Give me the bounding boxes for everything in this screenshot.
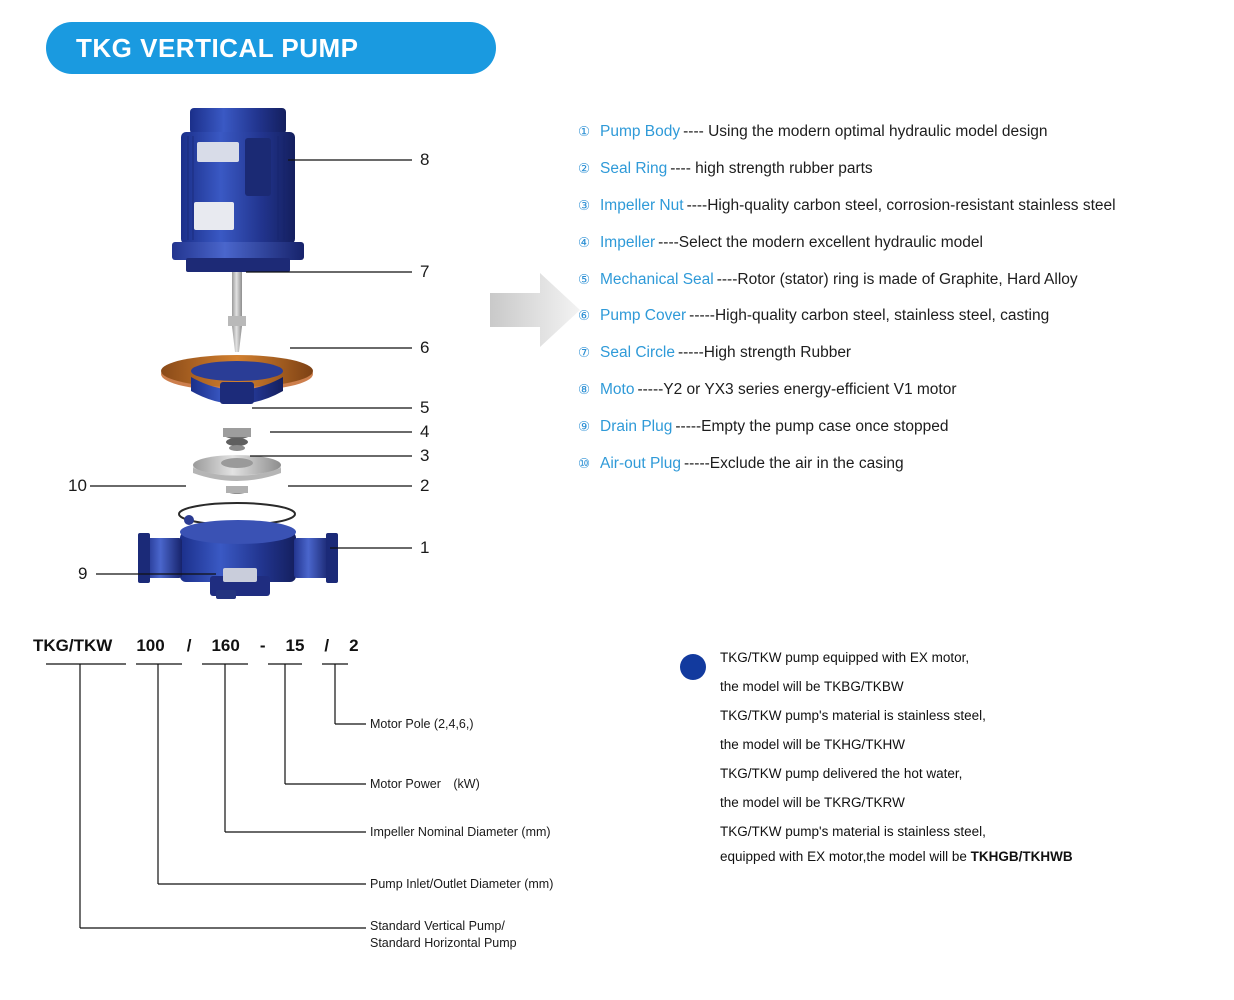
pump-exploded-diagram bbox=[60, 90, 480, 600]
legend-term-1: Pump Body bbox=[600, 123, 681, 140]
shaft-part bbox=[228, 272, 246, 352]
note-line-6: the model will be TKRG/TKRW bbox=[720, 795, 905, 810]
callout-10: 10 bbox=[68, 476, 87, 495]
callout-6: 6 bbox=[420, 338, 430, 357]
code-segment-impeller: 160 bbox=[211, 636, 240, 655]
legend-term-4: Impeller bbox=[600, 233, 656, 251]
note-line-8-text: equipped with EX motor,the model will be bbox=[720, 849, 971, 864]
legend-desc-2: ---- high strength rubber parts bbox=[670, 159, 873, 177]
code-segment-inlet: 100 bbox=[136, 636, 165, 655]
legend-item bbox=[578, 233, 1228, 252]
legend-term-2: Seal Ring bbox=[600, 159, 668, 177]
callout-2: 2 bbox=[420, 476, 430, 495]
legend-number-3: ③ bbox=[578, 197, 591, 213]
legend-number-1: ① bbox=[578, 124, 591, 139]
legend-number-10: ⑩ bbox=[578, 455, 591, 471]
legend-item bbox=[578, 196, 1228, 215]
legend-number-8: ⑧ bbox=[578, 382, 591, 398]
legend-term-7: Seal Circle bbox=[600, 344, 675, 362]
legend-desc-9: -----Empty the pump case once stopped bbox=[675, 418, 949, 435]
note-line-4: the model will be TKHG/TKHW bbox=[720, 737, 906, 752]
legend-number-5: ⑤ bbox=[578, 271, 591, 287]
mechanical-seal-part bbox=[223, 428, 251, 451]
legend-desc-4: ----Select the modern excellent hydraulic model bbox=[658, 233, 983, 251]
note-line-5: TKG/TKW pump delivered the hot water, bbox=[720, 766, 963, 781]
legend-number-9: ⑨ bbox=[578, 419, 591, 434]
callout-3: 3 bbox=[420, 446, 430, 465]
legend-number-4: ④ bbox=[578, 234, 591, 250]
pump-body-part bbox=[138, 515, 338, 599]
model-variant-notes bbox=[680, 650, 1210, 878]
impeller-part bbox=[193, 455, 281, 481]
note-line-8-bold: TKHGB/TKHWB bbox=[970, 849, 1073, 864]
legend-number-6: ⑥ bbox=[578, 308, 591, 324]
callout-8: 8 bbox=[420, 150, 430, 169]
legend-term-6: Pump Cover bbox=[600, 307, 687, 325]
callout-7: 7 bbox=[420, 262, 430, 281]
legend-term-3: Impeller Nut bbox=[600, 196, 684, 214]
legend-term-8: Moto bbox=[600, 381, 635, 399]
legend-item bbox=[578, 122, 1228, 141]
legend-number-2: ② bbox=[578, 160, 591, 176]
note-line-7: TKG/TKW pump's material is stainless steel, bbox=[720, 824, 986, 839]
legend-term-5: Mechanical Seal bbox=[600, 270, 714, 288]
note-line-3: TKG/TKW pump's material is stainless steel, bbox=[720, 708, 986, 723]
model-label-standard-vertical-pump: Standard Vertical Pump/ bbox=[370, 919, 505, 933]
code-separator-dash: - bbox=[259, 636, 266, 655]
legend-desc-8: -----Y2 or YX3 series energy-efficient V1 motor bbox=[637, 381, 957, 399]
pump-illustration-svg bbox=[60, 90, 480, 600]
legend-item bbox=[578, 306, 1228, 325]
legend-item bbox=[578, 454, 1228, 473]
legend-number-7: ⑦ bbox=[578, 345, 591, 361]
arrow-right-icon bbox=[490, 265, 580, 355]
model-label-impeller-diameter: Impeller Nominal Diameter (mm) bbox=[370, 825, 551, 839]
legend-item bbox=[578, 380, 1228, 399]
legend-desc-6: -----High-quality carbon steel, stainless steel, casting bbox=[689, 307, 1050, 325]
code-segment-series: TKG/TKW bbox=[33, 636, 113, 655]
page-title: TKG VERTICAL PUMP bbox=[76, 32, 359, 63]
legend-item bbox=[578, 270, 1228, 289]
model-code-breakdown bbox=[30, 636, 630, 976]
notes-lines bbox=[720, 650, 1210, 864]
legend-desc-10: -----Exclude the air in the casing bbox=[683, 454, 904, 472]
legend-item bbox=[578, 417, 1228, 436]
callout-4: 4 bbox=[420, 422, 430, 441]
note-line-2: the model will be TKBG/TKBW bbox=[720, 679, 904, 694]
code-separator-slash-2: / bbox=[324, 636, 330, 655]
impeller-nut-part bbox=[226, 486, 248, 494]
legend-term-10: Air-out Plug bbox=[600, 454, 681, 472]
code-segment-pole: 2 bbox=[349, 636, 359, 655]
model-label-inlet-outlet-diameter: Pump Inlet/Outlet Diameter (mm) bbox=[370, 877, 554, 891]
callout-1: 1 bbox=[420, 538, 430, 557]
legend-item bbox=[578, 159, 1228, 178]
model-label-standard-horizontal-pump: Standard Horizontal Pump bbox=[370, 936, 517, 950]
legend-desc-7: -----High strength Rubber bbox=[677, 344, 852, 362]
callout-9: 9 bbox=[78, 564, 88, 583]
legend-desc-3: ----High-quality carbon steel, corrosion-resistant stainless steel bbox=[686, 196, 1116, 214]
note-line-8 bbox=[720, 849, 1210, 864]
bullet-dot-icon bbox=[680, 654, 706, 680]
motor-part bbox=[172, 108, 304, 272]
flow-arrow bbox=[490, 265, 580, 355]
page-title-banner bbox=[46, 22, 496, 74]
code-segment-power: 15 bbox=[285, 636, 305, 655]
model-label-motor-pole: Motor Pole (2,4,6,) bbox=[370, 717, 474, 731]
code-separator-slash-1: / bbox=[186, 636, 192, 655]
callout-5: 5 bbox=[420, 398, 430, 417]
legend-desc-1: ---- Using the modern optimal hydraulic model design bbox=[683, 123, 1048, 140]
legend-term-9: Drain Plug bbox=[600, 418, 673, 435]
model-label-motor-power: Motor Power (kW) bbox=[370, 777, 480, 791]
legend-item bbox=[578, 343, 1228, 362]
legend-desc-5: ----Rotor (stator) ring is made of Graphite, Hard Alloy bbox=[716, 270, 1078, 288]
model-code-leader-lines bbox=[30, 636, 630, 976]
pump-cover-part bbox=[161, 355, 313, 404]
parts-legend-list bbox=[578, 122, 1228, 491]
note-line-1: TKG/TKW pump equipped with EX motor, bbox=[720, 650, 970, 665]
